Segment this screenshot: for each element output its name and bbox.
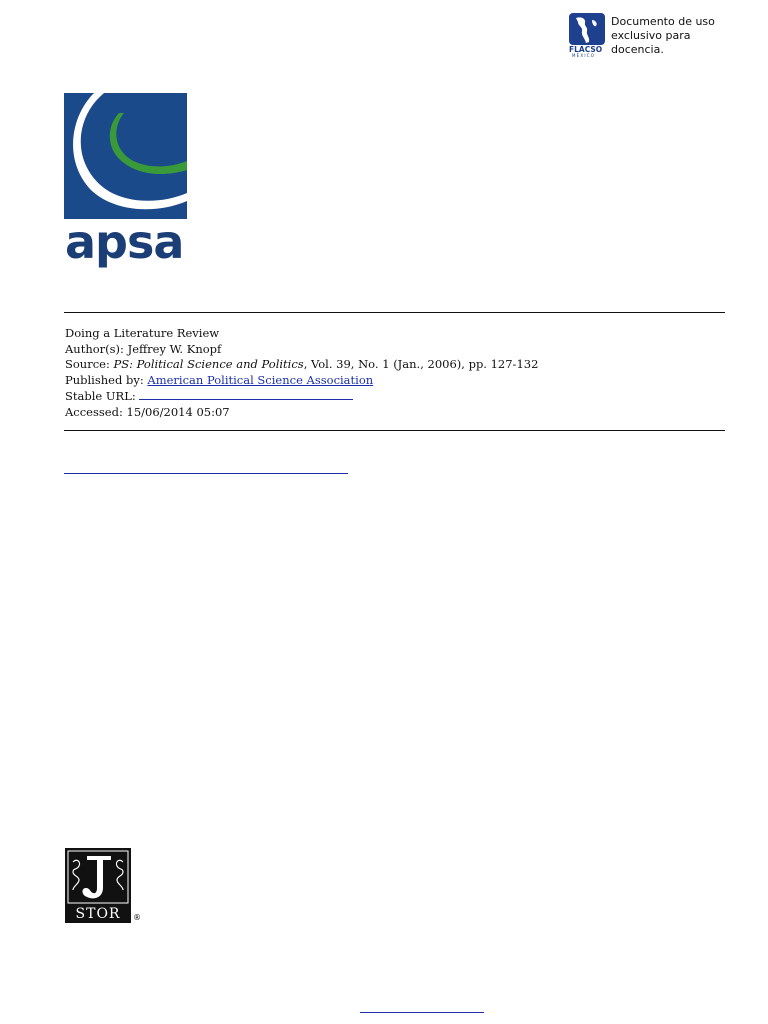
flacso-logo-subtext: MÉXICO [572, 53, 596, 58]
jstor-logo [65, 848, 145, 926]
publisher-link[interactable]: American Political Science Association [147, 372, 374, 387]
author-name: Jeffrey W. Knopf [127, 341, 222, 356]
apsa-wordmark: apsa [65, 215, 184, 269]
flacso-stamp [568, 12, 728, 60]
accessed-date: 15/06/2014 05:07 [126, 404, 230, 419]
terms-link[interactable] [64, 473, 348, 474]
divider-top [64, 312, 725, 313]
jstor-emblem [65, 848, 131, 906]
publisher-row [65, 373, 725, 389]
article-title: Doing a Literature Review [65, 326, 220, 340]
stable-url-row [65, 388, 725, 405]
flacso-notice-line: docencia. [611, 43, 664, 56]
stable-url-link[interactable] [139, 388, 353, 400]
flacso-notice-line: Documento de uso [611, 15, 715, 28]
flacso-notice-line: exclusivo para [611, 29, 691, 42]
apsa-emblem [64, 93, 187, 219]
jstor-wordmark: STOR [65, 906, 131, 923]
divider-bottom [64, 430, 725, 431]
flacso-notice [611, 15, 715, 57]
source-label: Source: [65, 357, 110, 371]
footer-link[interactable] [360, 1012, 484, 1013]
author-label: Author(s): [65, 341, 124, 356]
registered-mark: ® [133, 913, 141, 922]
apsa-logo [64, 93, 187, 270]
article-metadata [65, 326, 725, 420]
accessed-row [65, 405, 725, 421]
author-row [65, 342, 725, 358]
publisher-label: Published by: [65, 372, 144, 387]
flacso-logo-text: FLACSO [569, 45, 603, 54]
source-journal: PS: Political Science and Politics [113, 357, 304, 371]
source-row [65, 357, 725, 373]
accessed-label: Accessed: [65, 404, 123, 419]
flacso-logo [568, 12, 606, 58]
source-details: , Vol. 39, No. 1 (Jan., 2006), pp. 127-132 [303, 357, 539, 371]
stable-url-label: Stable URL: [65, 389, 136, 403]
